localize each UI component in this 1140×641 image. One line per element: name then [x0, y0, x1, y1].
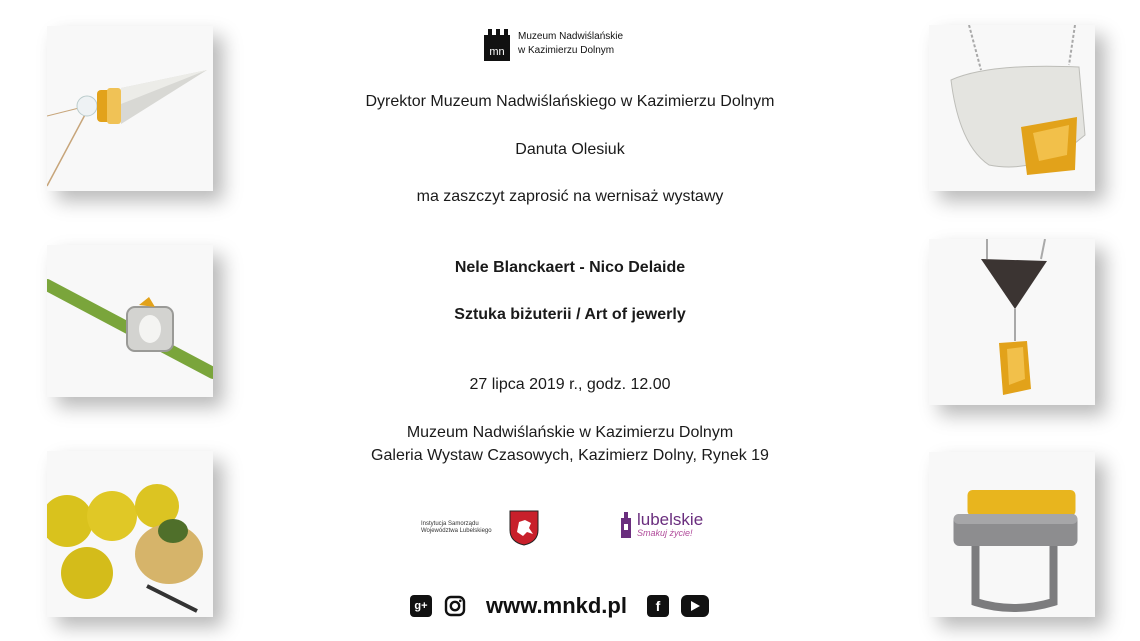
instagram-icon[interactable]: [444, 595, 466, 617]
venue-line-2: Galeria Wystaw Czasowych, Kazimierz Dolny, Rynek 19: [371, 447, 769, 464]
svg-text:mn: mn: [489, 46, 505, 58]
jewelry-photo-ring-stem: [47, 245, 213, 397]
youtube-icon[interactable]: [681, 595, 709, 617]
lubelskie-tower-icon: [619, 510, 633, 538]
museum-name-line1: Muzeum Nadwiślańskie: [518, 31, 624, 42]
jewelry-photo-silver-pendant: [929, 25, 1095, 191]
museum-mark-icon: [482, 27, 512, 61]
museum-logo: [482, 27, 623, 61]
artists-line: Nele Blanckaert - Nico Delaide: [454, 259, 686, 276]
sponsor-wojewodztwo: [421, 510, 539, 546]
sponsor-lubelskie: [619, 510, 703, 538]
director-line: Dyrektor Muzeum Nadwiślańskiego w Kazimierzu Dolnym: [365, 93, 775, 110]
facebook-icon[interactable]: f: [647, 595, 669, 617]
google-plus-icon[interactable]: g+: [410, 595, 432, 617]
museum-name-line2: w Kazimierzu Dolnym: [518, 45, 615, 56]
website-link[interactable]: www.mnkd.pl: [486, 593, 627, 618]
footer: [410, 593, 709, 619]
sponsor-wojewodztwo-text: Instytucja Samorządu Województwa Lubelskiego: [421, 521, 492, 534]
lubelskie-slogan: Smakuj życie!: [637, 527, 693, 538]
jewelry-photo-ring-flowers: [47, 451, 213, 617]
museum-name: [518, 30, 623, 58]
event-date: 27 lipca 2019 r., godz. 12.00: [469, 376, 671, 393]
jewelry-photo-amber-bar-ring: [929, 452, 1095, 617]
director-name: Danuta Olesiuk: [515, 141, 625, 158]
coat-of-arms-icon: [509, 510, 539, 546]
jewelry-photo-lava-amber-pendant: [929, 239, 1095, 405]
lubelskie-brand: lubelskie: [637, 509, 704, 529]
venue-line-1: Muzeum Nadwiślańskie w Kazimierzu Dolnym: [406, 424, 734, 441]
jewelry-photo-cone-pendant: [47, 26, 213, 191]
exhibition-title: Sztuka biżuterii / Art of jewerly: [454, 306, 686, 323]
invitation-line: ma zaszczyt zaprosić na wernisaż wystawy: [416, 188, 724, 205]
